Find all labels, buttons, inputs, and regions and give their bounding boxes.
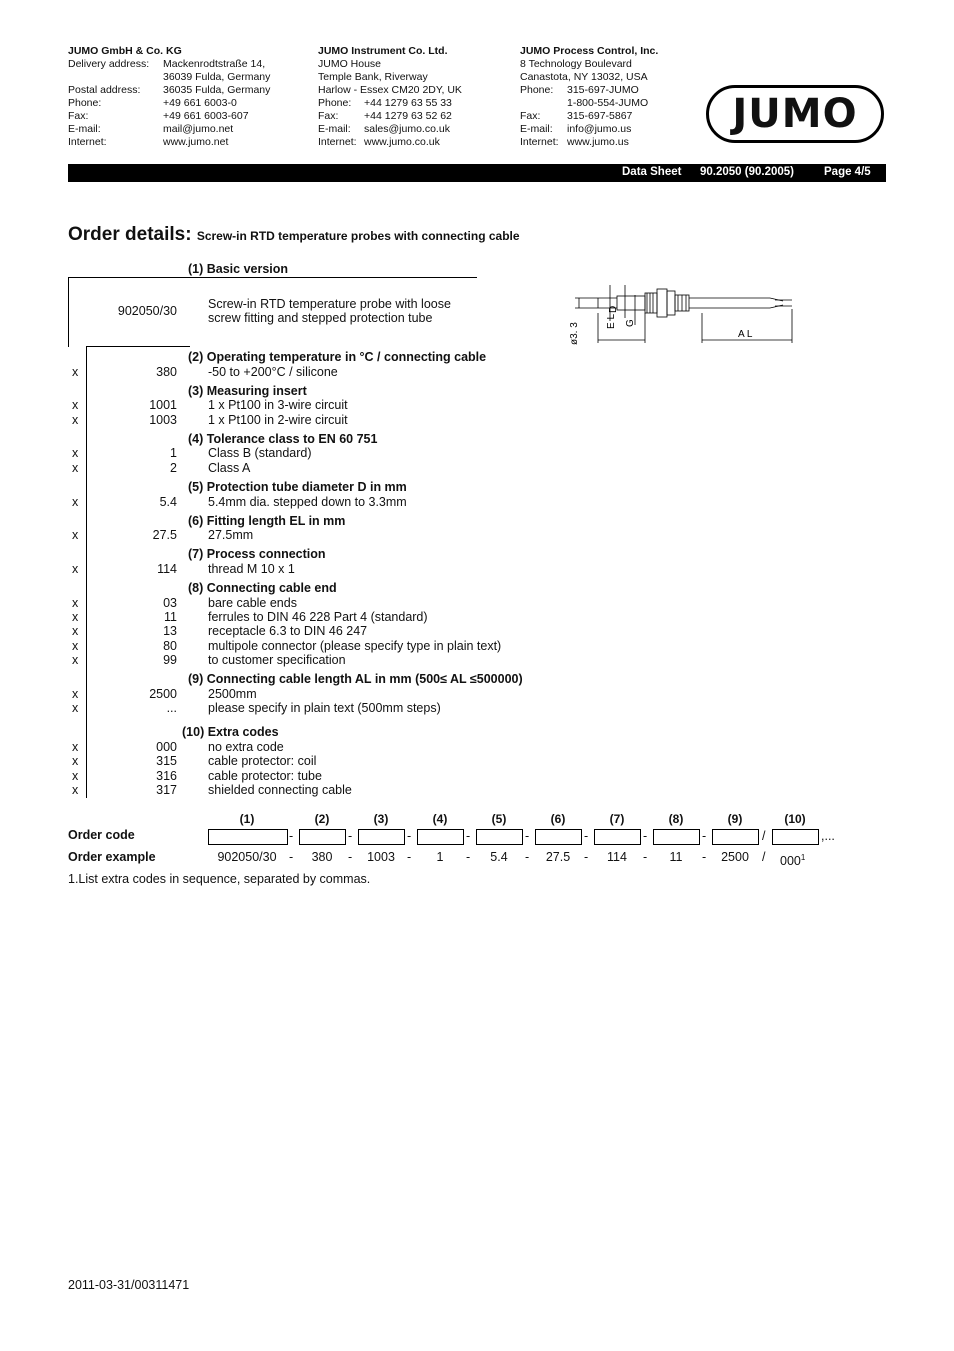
address-value: Harlow - Essex CM20 2DY, UK (318, 84, 462, 96)
option-desc: 2500mm (208, 687, 257, 701)
option-desc: 1 x Pt100 in 3-wire circuit (208, 398, 348, 412)
footnote-mark: 1 (800, 853, 806, 862)
order-example-value: 27.5 (545, 850, 571, 864)
order-code-input[interactable] (594, 829, 641, 845)
address-value: sales@jumo.co.uk (364, 123, 450, 135)
option-code: 315 (156, 754, 177, 768)
order-code-input[interactable] (417, 829, 464, 845)
option-marker: x (72, 624, 79, 638)
address-key: E-mail: (68, 123, 101, 135)
order-separator: - (289, 829, 294, 843)
order-separator: - (289, 850, 294, 864)
order-col-header: (7) (609, 812, 625, 826)
order-tail: ,... (821, 829, 835, 843)
order-col-header: (4) (432, 812, 448, 826)
frame-line (68, 277, 69, 347)
address-key: Internet: (68, 136, 107, 148)
order-code-input[interactable] (358, 829, 405, 845)
address-value: 36039 Fulda, Germany (163, 71, 271, 83)
option-marker: x (72, 398, 79, 412)
address-value: www.jumo.us (567, 136, 629, 148)
option-desc: -50 to +200°C / silicone (208, 365, 338, 379)
order-separator: - (348, 829, 353, 843)
order-separator: - (643, 829, 648, 843)
probe-drawing (565, 283, 800, 349)
order-separator: - (643, 850, 648, 864)
option-desc: no extra code (208, 740, 284, 754)
section-header-cable-end: (8) Connecting cable end (188, 581, 337, 595)
section-header-measuring-insert: (3) Measuring insert (188, 384, 307, 398)
order-code-input[interactable] (653, 829, 700, 845)
order-example-value: 5.4 (490, 850, 508, 864)
address-key: Delivery address: (68, 58, 150, 70)
option-desc: bare cable ends (208, 596, 297, 610)
option-code: ... (166, 701, 177, 715)
option-marker: x (72, 596, 79, 610)
dimension-d: D (608, 305, 619, 313)
address-key: E-mail: (520, 123, 553, 135)
address-value: 36035 Fulda, Germany (163, 84, 271, 96)
option-marker: x (72, 461, 79, 475)
option-code: 2 (170, 461, 177, 475)
option-code: 2500 (149, 687, 177, 701)
title-main: Order details: (68, 224, 192, 245)
dimension-el: E L (606, 313, 617, 329)
option-code: 5.4 (159, 495, 177, 509)
order-col-header: (6) (550, 812, 566, 826)
order-code-input[interactable] (476, 829, 523, 845)
order-separator: - (407, 850, 412, 864)
option-marker: x (72, 687, 79, 701)
option-code: 99 (163, 653, 177, 667)
address-value: info@jumo.us (567, 123, 632, 135)
option-desc: to customer specification (208, 653, 346, 667)
order-col-header: (1) (239, 812, 255, 826)
dimension-g: G (625, 319, 636, 327)
option-code: 316 (156, 769, 177, 783)
address-value: +44 1279 63 52 62 (364, 110, 452, 122)
section-header-operating-temperature: (2) Operating temperature in °C / connecting cable (188, 350, 487, 364)
option-marker: x (72, 562, 79, 576)
datasheet-number: 90.2050 (90.2005) (700, 166, 794, 178)
section-header-tolerance-class: (4) Tolerance class to EN 60 751 (188, 432, 378, 446)
option-marker: x (72, 528, 79, 542)
option-desc: please specify in plain text (500mm steps) (208, 701, 441, 715)
option-marker: x (72, 495, 79, 509)
company-name: JUMO Instrument Co. Ltd. (318, 45, 448, 57)
option-marker: x (72, 639, 79, 653)
option-marker: x (72, 740, 79, 754)
address-value: Canastota, NY 13032, USA (520, 71, 648, 83)
order-slash: / (762, 850, 766, 864)
dimension-dia: ø3. 3 (569, 322, 580, 345)
option-desc: multipole connector (please specify type in plain text) (208, 639, 502, 653)
order-code-input[interactable] (208, 829, 288, 845)
address-value: Temple Bank, Riverway (318, 71, 428, 83)
address-value: 315-697-JUMO (567, 84, 639, 96)
order-slash: / (762, 829, 766, 843)
address-value: Mackenrodtstraße 14, (163, 58, 266, 70)
company-name: JUMO GmbH & Co. KG (68, 45, 182, 57)
order-example-value: 2500 (721, 850, 749, 864)
option-code: 27.5 (152, 528, 177, 542)
address-value: www.jumo.net (163, 136, 229, 148)
order-example-value: 1003 (367, 850, 395, 864)
address-key: Internet: (318, 136, 357, 148)
order-separator: - (584, 850, 589, 864)
order-example-value: 11 (669, 850, 683, 864)
option-marker: x (72, 769, 79, 783)
order-example-value: 114 (607, 850, 627, 864)
order-col-header: (2) (314, 812, 330, 826)
dimension-al: A L (738, 329, 753, 340)
address-value: 1-800-554-JUMO (567, 97, 649, 109)
option-code: 1001 (149, 398, 177, 412)
address-jumo-germany (68, 45, 270, 149)
address-value: JUMO House (318, 58, 382, 70)
address-key (68, 71, 163, 84)
option-marker: x (72, 365, 79, 379)
order-example-value: 380 (311, 850, 333, 864)
order-code-input[interactable] (535, 829, 582, 845)
section-divider (68, 277, 477, 278)
section-header-fitting-length: (6) Fitting length EL in mm (188, 514, 346, 528)
order-separator: - (466, 829, 471, 843)
order-col-header: (9) (727, 812, 743, 826)
address-value: 315-697-5867 (567, 110, 633, 122)
address-key: Phone: (318, 97, 352, 109)
option-desc: 1 x Pt100 in 2-wire circuit (208, 413, 348, 427)
page-number: Page 4/5 (824, 166, 871, 178)
order-code-input[interactable] (712, 829, 759, 845)
address-key: Phone: (68, 97, 102, 109)
order-separator: - (466, 850, 471, 864)
address-key: Fax: (318, 110, 339, 122)
order-separator: - (584, 829, 589, 843)
section-header-cable-length: (9) Connecting cable length AL in mm (500≤ AL ≤500000) (188, 672, 523, 686)
address-value: mail@jumo.net (163, 123, 234, 135)
section-header-process-connection: (7) Process connection (188, 547, 326, 561)
order-col-header: (3) (373, 812, 389, 826)
section-header-tube-diameter: (5) Protection tube diameter D in mm (188, 480, 407, 494)
address-key: Postal address: (68, 84, 141, 96)
datasheet-bar (68, 164, 886, 182)
order-col-header: (5) (491, 812, 507, 826)
option-desc: Class B (standard) (208, 446, 312, 460)
option-marker: x (72, 701, 79, 715)
address-value: +49 661 6003-607 (163, 110, 249, 122)
option-desc: 27.5mm (208, 528, 254, 542)
company-name: JUMO Process Control, Inc. (520, 45, 659, 57)
option-marker: x (72, 754, 79, 768)
address-key: Fax: (68, 110, 89, 122)
address-key: E-mail: (318, 123, 351, 135)
section-header-basic-version: (1) Basic version (188, 262, 289, 276)
address-value: +44 1279 63 55 33 (364, 97, 452, 109)
order-col-header: (10) (784, 812, 806, 826)
option-code: 000 (156, 740, 177, 754)
page-title (68, 224, 520, 246)
datasheet-label: Data Sheet (622, 166, 682, 178)
document-footer-id: 2011-03-31/00311471 (68, 1278, 190, 1292)
option-marker: x (72, 413, 79, 427)
address-key (520, 97, 567, 110)
option-marker: x (72, 653, 79, 667)
frame-line (86, 346, 87, 798)
option-desc: thread M 10 x 1 (208, 562, 295, 576)
title-sub: Screw-in RTD temperature probes with connecting cable (196, 229, 520, 243)
order-separator: - (407, 829, 412, 843)
address-value: 8 Technology Boulevard (520, 58, 632, 70)
option-desc: Class A (208, 461, 251, 475)
address-value: +49 661 6003-0 (163, 97, 237, 109)
option-code: 13 (163, 624, 177, 638)
address-key: Fax: (520, 110, 541, 122)
address-jumo-usa (520, 45, 658, 149)
option-code: 1003 (149, 413, 177, 427)
order-code-label: Order code (68, 828, 135, 842)
order-code-input[interactable] (299, 829, 346, 845)
footnote: 1.List extra codes in sequence, separated by commas. (68, 872, 371, 886)
address-jumo-uk (318, 45, 462, 149)
order-example-value: 902050/30 (217, 850, 277, 864)
option-marker: x (72, 610, 79, 624)
basic-version-desc: screw fitting and stepped protection tube (208, 311, 433, 325)
address-key: Internet: (520, 136, 559, 148)
option-code: 317 (156, 783, 177, 797)
logo-text: JUMO (732, 91, 858, 137)
option-code: 80 (163, 639, 177, 653)
order-separator: - (348, 850, 353, 864)
option-marker: x (72, 446, 79, 460)
order-col-header: (8) (668, 812, 684, 826)
order-example-value: 1 (436, 850, 444, 864)
option-desc: receptacle 6.3 to DIN 46 247 (208, 624, 368, 638)
section-header-extra-codes: (10) Extra codes (182, 725, 279, 739)
option-desc: 5.4mm dia. stepped down to 3.3mm (208, 495, 407, 509)
order-example-label: Order example (68, 850, 156, 864)
basic-version-code: 902050/30 (117, 304, 177, 318)
address-value: www.jumo.co.uk (364, 136, 440, 148)
option-desc: cable protector: tube (208, 769, 322, 783)
order-separator: - (702, 829, 707, 843)
order-example-value: 000 (780, 854, 801, 869)
order-code-input[interactable] (772, 829, 819, 845)
order-example-extra (780, 851, 805, 869)
order-separator: - (525, 829, 530, 843)
option-code: 114 (157, 562, 177, 576)
option-desc: cable protector: coil (208, 754, 317, 768)
option-desc: shielded connecting cable (208, 783, 352, 797)
option-code: 1 (170, 446, 177, 460)
option-code: 03 (163, 596, 177, 610)
order-separator: - (702, 850, 707, 864)
option-marker: x (72, 783, 79, 797)
frame-line (86, 346, 190, 347)
address-key: Phone: (520, 84, 554, 96)
order-separator: - (525, 850, 530, 864)
basic-version-desc: Screw-in RTD temperature probe with loose (208, 297, 451, 311)
option-code: 380 (156, 365, 177, 379)
option-code: 11 (164, 610, 177, 624)
option-desc: ferrules to DIN 46 228 Part 4 (standard) (208, 610, 428, 624)
jumo-logo (706, 85, 884, 143)
